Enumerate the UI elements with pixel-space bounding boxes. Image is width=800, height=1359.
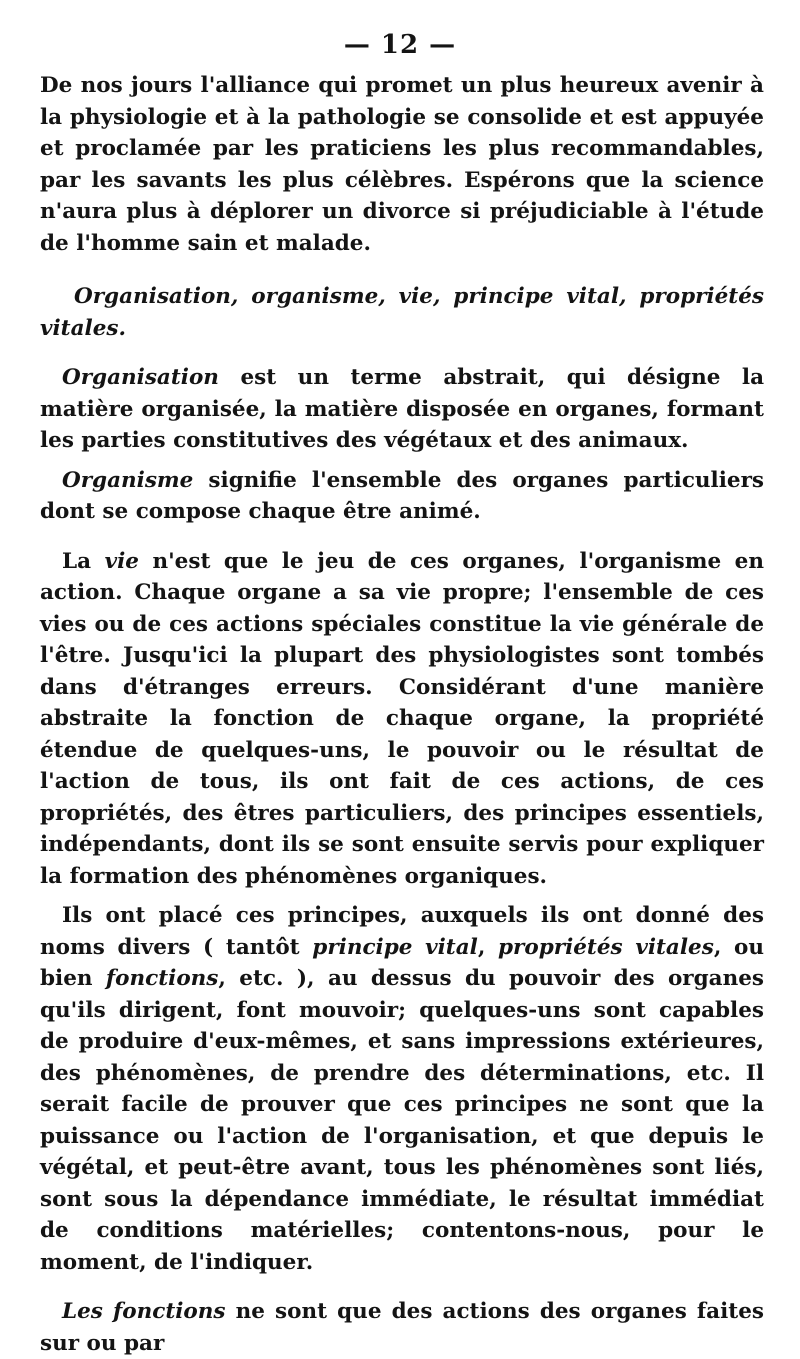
page-body (40, 70, 764, 1359)
paragraph-vie (40, 546, 764, 893)
paragraph-principes (40, 900, 764, 1278)
section-heading: Organisation, organisme, vie, principe vital, propriétés vitales. (40, 284, 764, 341)
term-organisme: Organisme (62, 467, 194, 493)
vie-lead: La (62, 548, 105, 574)
term-principe-vital: principe vital (312, 934, 478, 960)
paragraph-fonctions (40, 1296, 764, 1359)
paragraph-organisme (40, 465, 764, 528)
term-fonctions: fonctions (105, 966, 219, 991)
fonctions-definition: ne sont que des actions des organes faites sur ou par (40, 1299, 764, 1356)
term-les-fonctions: Les fonctions (62, 1299, 226, 1324)
organisation-definition: est un terme abstrait, qui désigne la matière organisée, la matière disposée en organes, formant les parties constitutives des végétaux et des animaux. (40, 365, 764, 453)
term-proprietes-vitales: propriétés vitales (498, 934, 714, 960)
page-number: — 12 — (343, 30, 457, 60)
paragraph-organisation (40, 362, 764, 457)
paragraph-intro: De nos jours l'alliance qui promet un plus heureux avenir à la physiologie et à la pathologie se consolide et est appuyée et proclamée par les praticiens les plus recommandables, par les savants les plus célèbres. Espérons que la science n'aura plus à déplorer un divorce si préjudiciable à l'étude de l'homme sain et malade. (40, 73, 764, 256)
term-organisation: Organisation (62, 365, 219, 390)
principes-rest: , etc. ), au dessus du pouvoir des organes qu'ils dirigent, font mouvoir; quelques-uns sont capables de produire d'eux-mêmes, et sans impressions extérieures, des phénomènes, de prendre des déterminations, etc. Il serait facile de prouver que ces principes ne sont que la puissance ou l'action de l'organisation, et que depuis le végétal, et peut-être avant, tous les phénomènes sont liés, sont sous la dépendance immédiate, le résultat immédiat de conditions matérielles; contentons-nous, pour le moment, de l'indiquer. (40, 966, 765, 1275)
principes-lead: Ils ont placé ces principes, auxquels ils ont donné des noms divers ( tantôt (40, 903, 764, 960)
principes-sep-2: , ou bien (40, 934, 764, 991)
vie-definition: n'est que le jeu de ces organes, l'organisme en action. Chaque organe a sa vie propre; l'ensemble de ces vies ou de ces actions spéciales constitue la vie générale de l'être. Jusqu'ici la plupart des physiologistes sont tombés dans d'étranges erreurs. Considérant d'une manière abstraite la fonction de chaque organe, la propriété étendue de quelques-uns, le pouvoir ou le résultat de l'action de tous, ils ont fait de ces actions, de ces propriétés, des êtres particuliers, des principes essentiels, indépendants, dont ils se sont ensuite servis pour expliquer la formation des phénomènes organiques. (40, 548, 764, 889)
principes-sep-1: , (477, 934, 499, 960)
term-vie: vie (104, 548, 139, 574)
organisme-definition: signifie l'ensemble des organes particuliers dont se compose chaque être animé. (40, 467, 764, 524)
